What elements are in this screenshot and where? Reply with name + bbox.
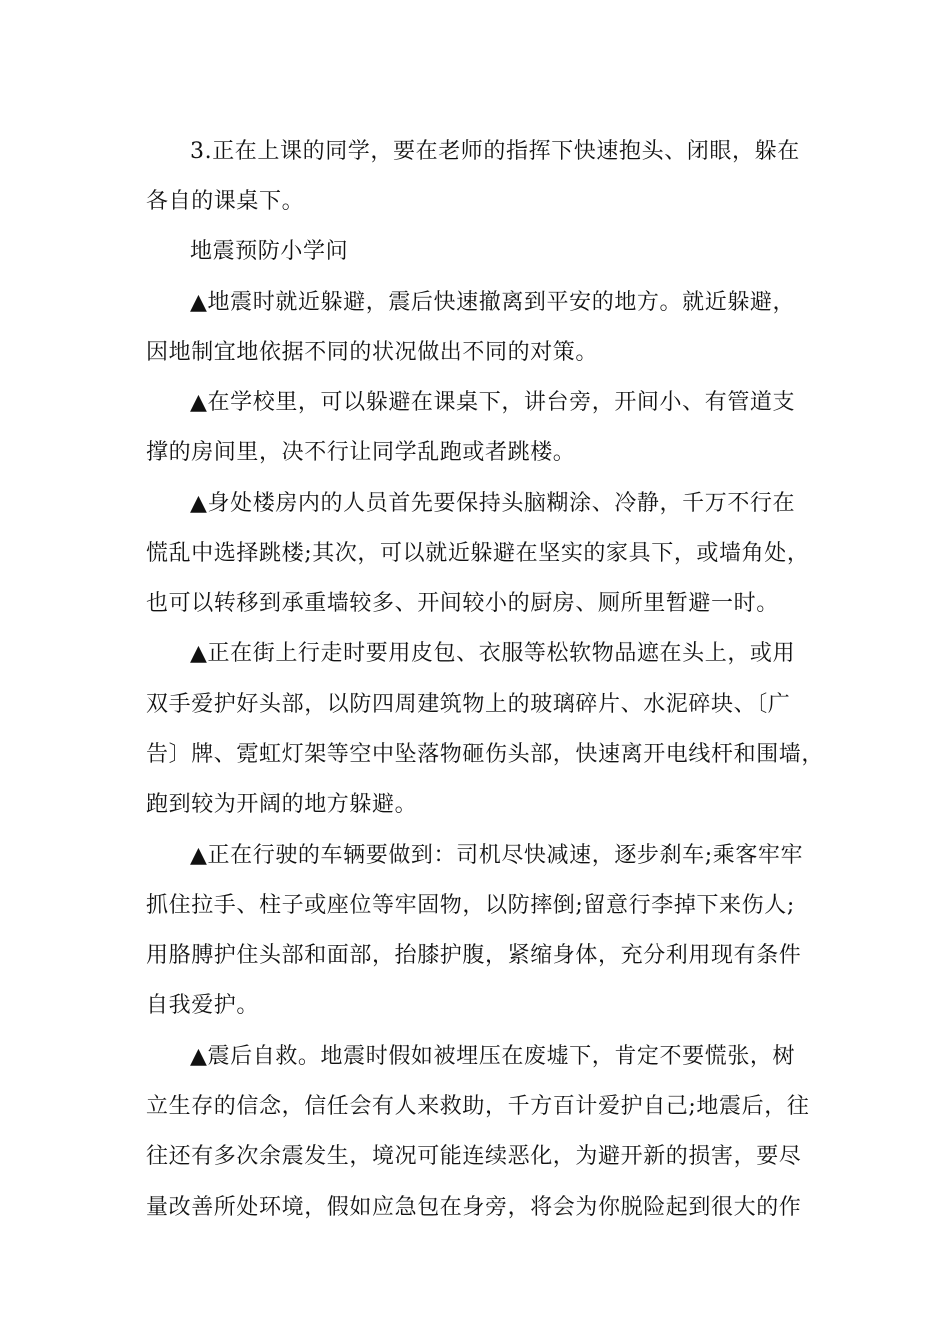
paragraph-line: 各自的课桌下。 [146, 189, 305, 214]
paragraph-line: 量改善所处环境，假如应急包在身旁，将会为你脱险起到很大的作 [146, 1195, 802, 1220]
paragraph-line: 抓住拉手、柱子或座位等牢固物，以防摔倒;留意行李掉下来伤人; [146, 893, 795, 918]
paragraph-line: 3.正在上课的同学，要在老师的指挥下快速抱头、闭眼，躲在 [190, 139, 800, 164]
paragraph-line: 跑到较为开阔的地方躲避。 [146, 792, 418, 817]
section-heading: 地震预防小学问 [190, 239, 349, 264]
paragraph-line: ▲正在行驶的车辆要做到：司机尽快减速，逐步刹车;乘客牢牢 [190, 843, 804, 868]
paragraph-line: 往还有多次余震发生，境况可能连续恶化，为避开新的损害，要尽 [146, 1144, 802, 1169]
paragraph-line: 告〕牌、霓虹灯架等空中坠落物砸伤头部，快速离开电线杆和围墙， [146, 742, 825, 767]
paragraph-line: 撑的房间里，决不行让同学乱跑或者跳楼。 [146, 440, 576, 465]
paragraph-line: ▲在学校里，可以躲避在课桌下，讲台旁，开间小、有管道支 [190, 390, 796, 415]
paragraph-line: 双手爱护好头部，以防四周建筑物上的玻璃碎片、水泥碎块、〔广 [146, 692, 791, 717]
paragraph-line: 慌乱中选择跳楼;其次，可以就近躲避在坚实的家具下，或墙角处， [146, 541, 810, 566]
paragraph-line: ▲地震时就近躲避，震后快速撤离到平安的地方。就近躲避， [190, 290, 796, 315]
paragraph-line: ▲身处楼房内的人员首先要保持头脑糊涂、冷静，千万不行在 [190, 491, 796, 516]
paragraph-line: 因地制宜地依据不同的状况做出不同的对策。 [146, 340, 599, 365]
paragraph-line: ▲震后自救。地震时假如被埋压在废墟下，肯定不要慌张，树 [190, 1044, 796, 1069]
paragraph-line: ▲正在街上行走时要用皮包、衣服等松软物品遮在头上，或用 [190, 641, 796, 666]
paragraph-line: 自我爱护。 [146, 993, 260, 1018]
paragraph-line: 立生存的信念，信任会有人来救助，千方百计爱护自己;地震后，往 [146, 1094, 810, 1119]
paragraph-line: 用胳膊护住头部和面部，抬膝护腹，紧缩身体，充分利用现有条件 [146, 943, 802, 968]
paragraph-line: 也可以转移到承重墙较多、开间较小的厨房、厕所里暂避一时。 [146, 591, 779, 616]
